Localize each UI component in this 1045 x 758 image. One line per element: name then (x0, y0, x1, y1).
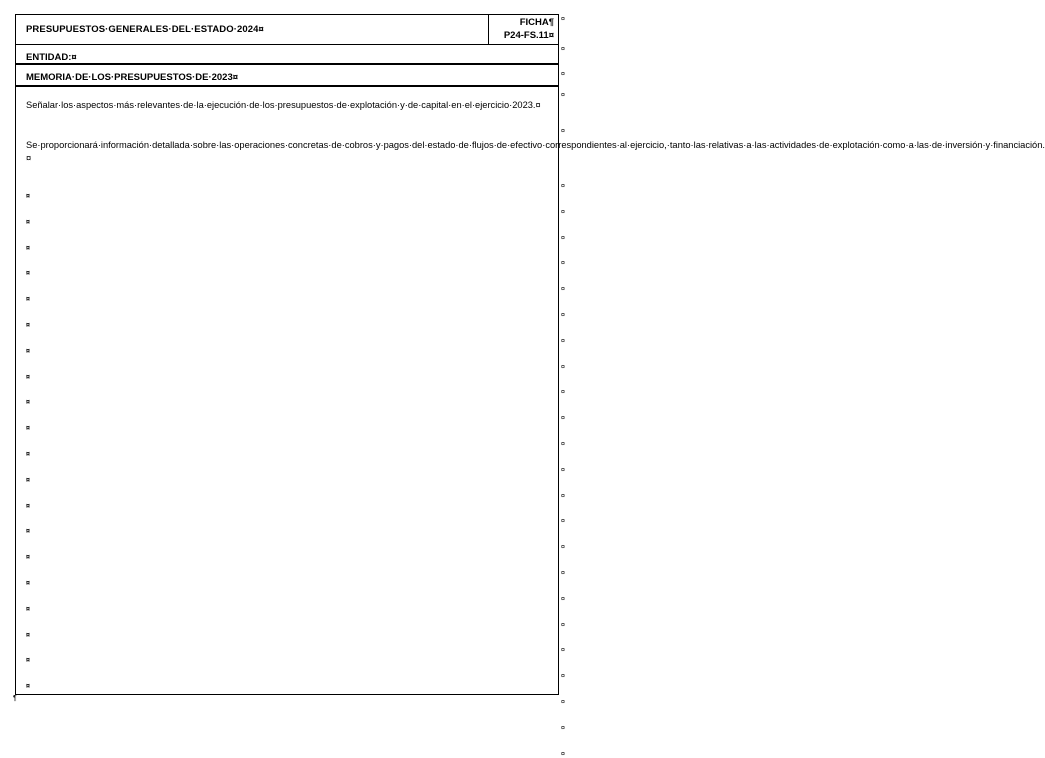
empty-cell-mark[interactable]: ¤ (26, 605, 30, 613)
form-code-cell (488, 15, 558, 44)
row-end-mark: ¤ (561, 234, 565, 242)
header-row (15, 14, 559, 45)
row-end-mark: ¤ (561, 441, 565, 448)
empty-cell-mark[interactable]: ¤ (26, 322, 30, 329)
row-end-mark: ¤ (561, 415, 565, 423)
row-end-mark: ¤ (561, 92, 565, 99)
instruction-paragraph-2[interactable]: Se·proporcionará·información·detallada·sobre·las·operaciones·concretas·de·cobros·y·pagos·del·estado·de·flujos·de·efectivo·correspondientes·al·ejercicio,·tanto·las·relativas·a·las·actividades·de·explotación·como·a·las·de·inversión·y·financiación.¤ (26, 140, 1045, 164)
empty-cell-mark[interactable]: ¤ (26, 476, 30, 484)
entity-label: ENTIDAD:¤ (26, 52, 77, 63)
empty-cell-mark[interactable]: ¤ (26, 554, 30, 562)
form-frame (15, 14, 1045, 695)
memoria-heading: MEMORIA·DE·LOS·PRESUPUESTOS·DE·2023¤ (26, 72, 239, 83)
row-end-mark: ¤ (561, 128, 565, 135)
empty-cell-mark[interactable]: ¤ (26, 296, 30, 304)
paragraph-mark: ¶ (13, 695, 17, 702)
empty-cell-mark[interactable]: ¤ (26, 631, 30, 639)
form-code-label: FICHA¶ (519, 17, 554, 28)
empty-cell-mark[interactable]: ¤ (26, 193, 30, 200)
row-end-mark: ¤ (561, 518, 565, 526)
empty-cell-mark[interactable]: ¤ (26, 528, 30, 536)
form-code-value: P24-FS.11¤ (503, 30, 554, 41)
row-end-mark: ¤ (561, 492, 565, 500)
empty-cell-mark[interactable]: ¤ (26, 451, 30, 458)
empty-cell-mark[interactable]: ¤ (26, 270, 30, 278)
instruction-paragraph-1: Señalar·los·aspectos·más·relevantes·de·la·ejecución·de·los·presupuestos·de·explotación·y·de·capital·en·el·ejercicio·2023.¤ (26, 100, 541, 110)
empty-cell-mark[interactable]: ¤ (26, 657, 30, 665)
row-end-mark: ¤ (561, 466, 565, 474)
row-end-mark: ¤ (561, 621, 565, 629)
row-end-mark: ¤ (561, 389, 565, 397)
row-end-mark: ¤ (561, 595, 565, 603)
empty-cell-mark[interactable]: ¤ (26, 399, 30, 407)
row-end-mark: ¤ (561, 183, 565, 190)
row-end-mark: ¤ (561, 71, 565, 78)
empty-cell-mark[interactable]: ¤ (26, 218, 30, 226)
row-end-mark: ¤ (561, 312, 565, 319)
memoria-row (15, 65, 559, 87)
row-end-mark: ¤ (561, 699, 565, 706)
row-end-mark: ¤ (561, 16, 565, 23)
row-end-mark: ¤ (561, 46, 565, 53)
row-end-mark: ¤ (561, 673, 565, 681)
entity-row[interactable] (15, 44, 559, 65)
empty-cell-mark[interactable]: ¤ (26, 373, 30, 381)
row-end-mark: ¤ (561, 363, 565, 371)
empty-cell-mark[interactable]: ¤ (26, 683, 30, 691)
empty-cell-mark[interactable]: ¤ (26, 244, 30, 252)
document-title: PRESUPUESTOS·GENERALES·DEL·ESTADO·2024¤ (26, 24, 264, 35)
row-end-mark: ¤ (561, 337, 565, 345)
row-end-mark: ¤ (561, 647, 565, 655)
empty-cell-mark[interactable]: ¤ (26, 580, 30, 587)
row-end-mark: ¤ (561, 750, 565, 758)
row-end-mark: ¤ (561, 544, 565, 552)
empty-cell-mark[interactable]: ¤ (26, 425, 30, 433)
empty-cell-mark[interactable]: ¤ (26, 347, 30, 355)
empty-cell-mark[interactable]: ¤ (26, 502, 30, 510)
row-end-mark: ¤ (561, 260, 565, 268)
row-end-mark: ¤ (561, 286, 565, 294)
row-end-mark: ¤ (561, 208, 565, 216)
row-end-mark: ¤ (561, 724, 565, 732)
row-end-mark: ¤ (561, 570, 565, 577)
